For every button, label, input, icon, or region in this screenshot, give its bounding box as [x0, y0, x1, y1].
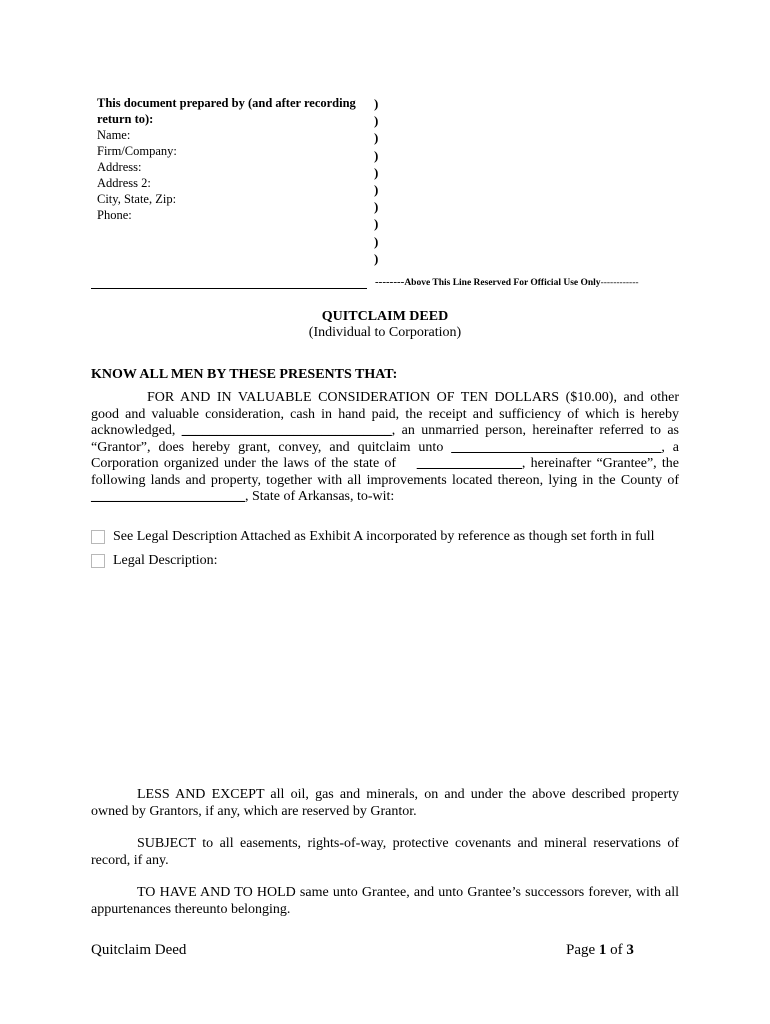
p1-text-a: FOR AND IN VALUABLE CONSIDERATION OF TEN DOLLARS ($10.00), and other good and valuable consideration, cash in hand paid, the receipt and sufficiency of which is hereby acknowledged,	[91, 390, 679, 438]
subject-to-text: SUBJECT to all easements, rights-of-way, protective covenants and mineral reservations of record, if any.	[91, 836, 679, 868]
reserved-label: Above This Line Reserved For Official Use Only	[404, 278, 601, 288]
paren: )	[374, 199, 379, 215]
paren: )	[374, 250, 379, 266]
conveyance-paragraph	[91, 390, 679, 506]
county-field[interactable]: ______________________	[91, 489, 245, 504]
p1-text-e: , State of Arkansas, to-wit:	[245, 489, 395, 504]
state-field[interactable]: _______________	[416, 456, 522, 471]
recording-divider	[91, 288, 367, 289]
paren: )	[374, 96, 379, 111]
p1-text-b: , an unmarried person, hereinafter referred to as “Grantor”, does hereby grant, convey, and quitclaim unto	[91, 423, 679, 455]
habendum-paragraph	[91, 885, 679, 918]
paren: )	[374, 182, 379, 198]
of-word: of	[610, 942, 623, 958]
footer-page-number	[566, 942, 634, 959]
less-except-text: LESS AND EXCEPT all oil, gas and minerals, on and under the above described property owned by Grantors, if any, which are reserved by Grantor.	[91, 787, 679, 819]
habendum-text: TO HAVE AND TO HOLD same unto Grantee, and unto Grantee’s successors forever, with all appurtenances thereunto belonging.	[91, 885, 679, 917]
exhibit-option-row	[91, 529, 655, 545]
preparer-address2-label: Address 2:	[97, 176, 151, 190]
grantee-name-field[interactable]: ______________________________	[451, 439, 662, 455]
reserved-tail: ------------	[600, 278, 639, 288]
paren: )	[374, 233, 379, 249]
footer-doc-name: Quitclaim Deed	[91, 942, 187, 958]
page-current: 1	[598, 942, 607, 958]
preparer-name-label: Name:	[97, 128, 131, 142]
exhibit-option-label: See Legal Description Attached as Exhibit A incorporated by reference as though set forth in full	[113, 529, 655, 544]
preparer-block	[97, 95, 367, 223]
paren: )	[374, 164, 379, 180]
know-all-heading: KNOW ALL MEN BY THESE PRESENTS THAT:	[91, 367, 398, 382]
legal-option-label: Legal Description:	[113, 553, 218, 568]
preparer-heading: This document prepared by (and after recording return to):	[97, 96, 356, 126]
paren-column	[374, 95, 386, 267]
legal-option-row	[91, 553, 218, 569]
preparer-phone-label: Phone:	[97, 208, 132, 222]
exhibit-checkbox[interactable]	[91, 530, 105, 544]
reserved-dashes: --------	[375, 276, 405, 288]
subject-to-paragraph	[91, 836, 679, 869]
paren: )	[374, 216, 379, 232]
page-word: Page	[566, 942, 596, 958]
paren: )	[374, 130, 379, 146]
less-except-paragraph	[91, 787, 679, 820]
p1-text-d: , hereinafter “Grantee”, the following lands and property, together with all improvements located thereon, lying in the County of	[91, 456, 679, 488]
p1-text-c: , a Corporation organized under the laws of the state of	[91, 439, 680, 471]
document-subtitle: (Individual to Corporation)	[308, 325, 462, 340]
legal-description-checkbox[interactable]	[91, 554, 105, 568]
official-use-notice	[375, 276, 639, 288]
paren: )	[374, 147, 379, 163]
preparer-city-label: City, State, Zip:	[97, 192, 177, 206]
paren: )	[374, 113, 379, 129]
page-total: 3	[626, 942, 634, 958]
grantor-name-field[interactable]: ______________________________	[181, 423, 392, 438]
preparer-address-label: Address:	[97, 160, 142, 174]
preparer-firm-label: Firm/Company:	[97, 144, 177, 158]
document-title: QUITCLAIM DEED	[321, 309, 449, 324]
